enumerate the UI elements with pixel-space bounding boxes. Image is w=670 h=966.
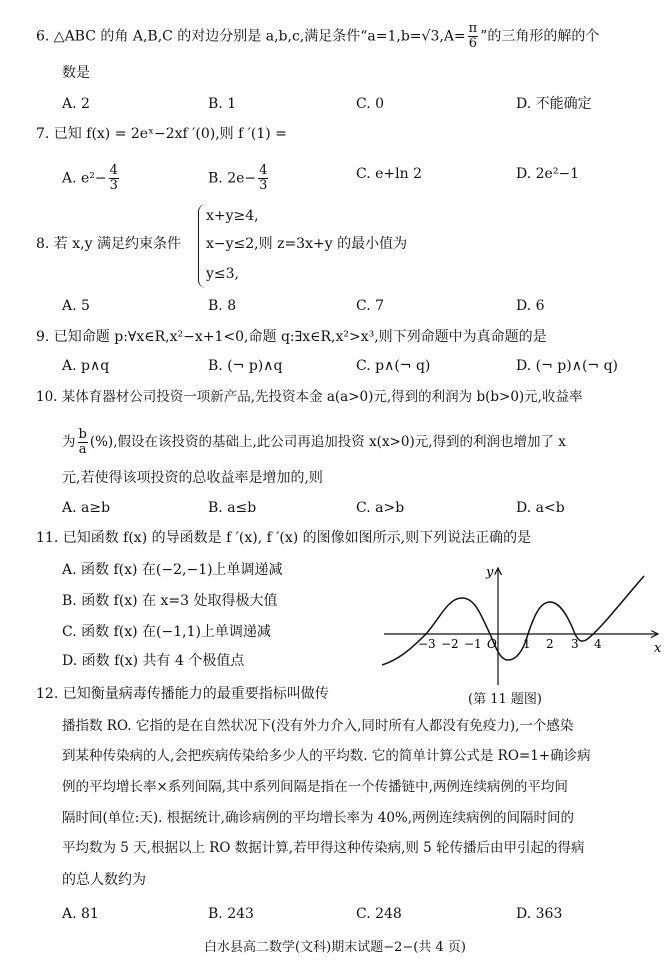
q6-frac-den: 6 <box>468 36 478 51</box>
q6-stem-text: 6. △ABC 的角 A,B,C 的对边分别是 a,b,c,满足条件“a=1,b=√3,A= <box>36 28 466 45</box>
q8-option-a: A. 5 <box>62 298 90 314</box>
q9-option-c: C. p∧(¬ q) <box>356 358 431 374</box>
q10-stem-line1: 10. 某体育器材公司投资一项新产品,先投资本金 a(a>0)元,得到的利润为 b(b>0)元,收益率 <box>36 389 583 405</box>
q12-line-7: 的总人数约为 <box>62 872 146 888</box>
q12-option-d: D. 363 <box>516 906 563 922</box>
q7-option-d: D. 2e²−1 <box>516 166 580 182</box>
q12-line-3: 到某种传染病的人,会把疾病传染给多少人的平均数. 它的简单计算公式是 RO=1+确诊病 <box>62 748 591 764</box>
q8-option-d: D. 6 <box>516 298 545 314</box>
q12-line-1: 12. 已知衡量病毒传播能力的最重要指标叫做传 <box>36 686 329 702</box>
q9-option-a: A. p∧q <box>62 358 110 374</box>
q6-frac-num: π <box>468 21 478 36</box>
q10-frac-den: a <box>78 442 87 457</box>
tick-label-neg2: −2 <box>441 637 459 651</box>
q8-condition-3: y≤3, <box>206 266 239 282</box>
q10-option-b: B. a≤b <box>208 500 257 516</box>
q10-option-c: C. a>b <box>356 500 405 516</box>
q12-option-c: C. 248 <box>356 906 402 922</box>
q6-option-d: D. 不能确定 <box>516 96 592 112</box>
q11-option-a: A. 函数 f(x) 在(−2,−1)上单调递减 <box>62 562 283 578</box>
q6-option-a: A. 2 <box>62 96 90 112</box>
q10-fraction <box>78 428 88 457</box>
q9-option-b: B. (¬ p)∧q <box>208 358 283 374</box>
q6-fraction <box>468 22 479 51</box>
q12-line-4: 例的平均增长率×系列间隔,其中系列间隔是指在一个传播链中,两例连续病例的平均间 <box>62 779 568 795</box>
q10-option-d: D. a<b <box>516 500 565 516</box>
q7-option-b-text: B. 2e− <box>208 170 257 187</box>
q7-option-b-fraction <box>258 164 268 193</box>
q7-a-num: 4 <box>109 163 118 178</box>
q10-option-a: A. a≥b <box>62 500 111 516</box>
q7-option-b <box>208 164 270 193</box>
tick-label-neg1: −1 <box>464 637 482 651</box>
q7-stem: 7. 已知 f(x) = 2eˣ−2xf ′(0),则 f ′(1) = <box>36 126 287 142</box>
q8-option-c: C. 7 <box>356 298 385 314</box>
q12-option-b: B. 243 <box>208 906 254 922</box>
q8-condition-2: x−y≤2,则 z=3x+y 的最小值为 <box>206 236 408 252</box>
q11-figure-caption: (第 11 题图) <box>468 692 542 707</box>
tick-label-1: 1 <box>523 637 531 651</box>
q11-stem: 11. 已知函数 f(x) 的导函数是 f ′(x), f ′(x) 的图像如图所示,则下列说法正确的是 <box>36 530 532 546</box>
q7-a-den: 3 <box>109 178 118 193</box>
q10-frac-num: b <box>78 427 87 442</box>
q8-stem: 8. 若 x,y 满足约束条件 <box>36 236 181 252</box>
q11-option-b: B. 函数 f(x) 在 x=3 处取得极大值 <box>62 593 278 609</box>
q12-line-2: 播指数 RO. 它指的是在自然状况下(没有外力介入,同时所有人都没有免疫力),一个感染 <box>62 718 574 734</box>
q7-option-a-fraction <box>109 164 119 193</box>
q7-option-a <box>62 164 121 193</box>
q12-option-a: A. 81 <box>62 906 99 922</box>
q6-stem-tail: ”的三角形的解的个 <box>480 28 600 45</box>
q9-option-d: D. (¬ p)∧(¬ q) <box>516 358 619 374</box>
q10-line2-post: (%),假设在该投资的基础上,此公司再追加投资 x(x>0)元,得到的利润也增加了 x <box>89 434 566 450</box>
q8-option-b: B. 8 <box>208 298 237 314</box>
q9-stem: 9. 已知命题 p:∀x∈R,x²−x+1<0,命题 q:∃x∈R,x²>x³,则下列命题中为真命题的是 <box>36 329 547 345</box>
y-axis-label: y <box>486 565 494 580</box>
q6-option-c: C. 0 <box>356 96 385 112</box>
tick-label-3: 3 <box>571 637 579 651</box>
x-axis-label: x <box>654 641 662 656</box>
tick-label-4: 4 <box>594 637 602 651</box>
tick-label-neg3: −3 <box>418 637 436 651</box>
q11-option-d: D. 函数 f(x) 共有 4 个极值点 <box>62 653 245 669</box>
q11-derivative-graph <box>378 560 668 690</box>
q10-stem-line3: 元,若使得该项投资的总收益率是增加的,则 <box>62 470 323 486</box>
q6-stem-line2: 数是 <box>62 65 90 81</box>
q11-option-c: C. 函数 f(x) 在(−1,1)上单调递减 <box>62 624 271 640</box>
q7-option-c: C. e+ln 2 <box>356 166 422 182</box>
q7-b-num: 4 <box>259 163 268 178</box>
page-footer: 白水县高二数学(文科)期末试题−2−(共 4 页) <box>204 940 466 955</box>
q12-line-6: 平均数为 5 天,根据以上 RO 数据计算,若甲得这种传染病,则 5 轮传播后由甲引起的得病 <box>62 840 585 856</box>
q6-stem <box>36 22 599 51</box>
q12-line-5: 隔时间(单位:天). 根据统计,确诊病例的平均增长率为 40%,两例连续病例的间隔时间的 <box>62 810 575 826</box>
q7-b-den: 3 <box>259 178 268 193</box>
derivative-curve <box>382 576 644 665</box>
tick-label-2: 2 <box>546 637 554 651</box>
q8-condition-1: x+y≥4, <box>206 208 259 224</box>
q7-option-a-text: A. e²− <box>62 170 107 187</box>
q10-line2-pre: 为 <box>62 434 76 450</box>
origin-label: O <box>487 637 497 651</box>
q10-stem-line2 <box>62 428 566 457</box>
q6-option-b: B. 1 <box>208 96 237 112</box>
